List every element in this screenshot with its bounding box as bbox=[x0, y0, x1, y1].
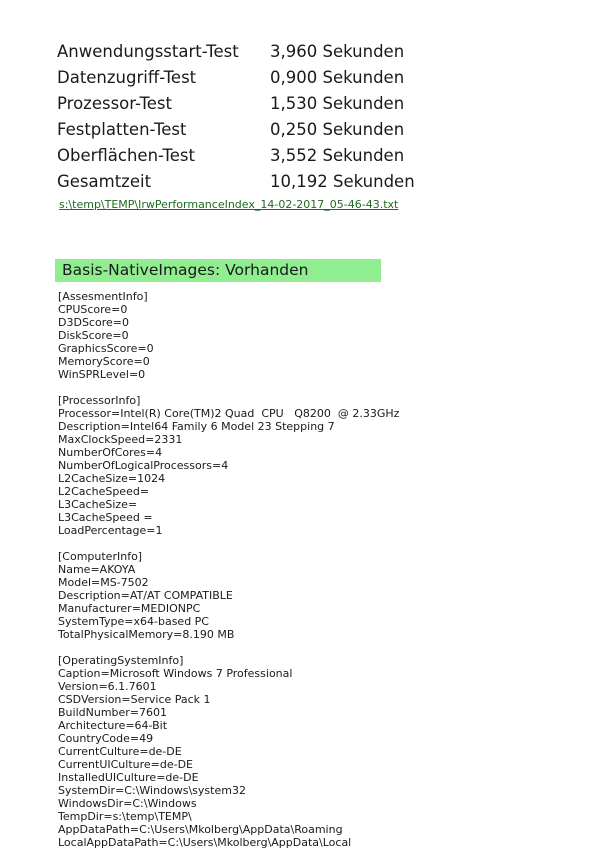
report-line: L3CacheSpeed = bbox=[58, 511, 153, 524]
report-line: CurrentCulture=de-DE bbox=[58, 745, 182, 758]
report-line: DiskScore=0 bbox=[58, 329, 129, 342]
log-file-link[interactable]: s:\temp\TEMP\IrwPerformanceIndex_14-02-2017_05-46-43.txt bbox=[59, 198, 399, 211]
report-section-header: [ComputerInfo] bbox=[58, 550, 143, 563]
report-line: CountryCode=49 bbox=[58, 732, 154, 745]
result-row bbox=[57, 169, 415, 195]
report-line: LoadPercentage=1 bbox=[58, 524, 163, 537]
result-row bbox=[57, 91, 415, 117]
report-line: Description=AT/AT COMPATIBLE bbox=[58, 589, 233, 602]
report-line: AppDataPath=C:\Users\Mkolberg\AppData\Roaming bbox=[58, 823, 343, 836]
report-line: SystemType=x64-based PC bbox=[58, 615, 209, 628]
report-line: WindowsDir=C:\Windows bbox=[58, 797, 197, 810]
result-value: 0,250 Sekunden bbox=[270, 120, 405, 139]
result-value: 1,530 Sekunden bbox=[270, 94, 405, 113]
report-line: WinSPRLevel=0 bbox=[58, 368, 146, 381]
report-section-header: [OperatingSystemInfo] bbox=[58, 654, 184, 667]
report-line bbox=[58, 641, 399, 654]
report-line: InstalledUICulture=de-DE bbox=[58, 771, 199, 784]
report-line: Manufacturer=MEDIONPC bbox=[58, 602, 201, 615]
report-line: Version=6.1.7601 bbox=[58, 680, 157, 693]
result-name: Datenzugriff-Test bbox=[57, 68, 197, 87]
report-line: TotalPhysicalMemory=8.190 MB bbox=[58, 628, 235, 641]
report-line: NumberOfLogicalProcessors=4 bbox=[58, 459, 229, 472]
system-report bbox=[58, 290, 399, 849]
report-line: Caption=Microsoft Windows 7 Professional bbox=[58, 667, 293, 680]
report-line: SystemDir=C:\Windows\system32 bbox=[58, 784, 246, 797]
report-line: BuildNumber=7601 bbox=[58, 706, 168, 719]
report-line: CPUScore=0 bbox=[58, 303, 128, 316]
report-section-header: [AssesmentInfo] bbox=[58, 290, 148, 303]
result-name: Prozessor-Test bbox=[57, 94, 172, 113]
report-line: CSDVersion=Service Pack 1 bbox=[58, 693, 211, 706]
native-images-status-banner: Basis-NativeImages: Vorhanden bbox=[55, 259, 381, 282]
report-line bbox=[58, 381, 399, 394]
report-line: MemoryScore=0 bbox=[58, 355, 150, 368]
report-section-header: [ProcessorInfo] bbox=[58, 394, 141, 407]
result-value: 10,192 Sekunden bbox=[270, 172, 415, 191]
report-line: Model=MS-7502 bbox=[58, 576, 149, 589]
result-value: 0,900 Sekunden bbox=[270, 68, 405, 87]
report-line: MaxClockSpeed=2331 bbox=[58, 433, 183, 446]
report-line: Name=AKOYA bbox=[58, 563, 136, 576]
report-line: CurrentUICulture=de-DE bbox=[58, 758, 194, 771]
result-value: 3,552 Sekunden bbox=[270, 146, 405, 165]
result-name: Anwendungsstart-Test bbox=[57, 42, 239, 61]
report-line: LocalAppDataPath=C:\Users\Mkolberg\AppData\Local bbox=[58, 836, 352, 849]
result-row bbox=[57, 39, 415, 65]
report-line: Description=Intel64 Family 6 Model 23 Stepping 7 bbox=[58, 420, 335, 433]
report-line bbox=[58, 537, 399, 550]
report-line: GraphicsScore=0 bbox=[58, 342, 154, 355]
result-name: Gesamtzeit bbox=[57, 172, 152, 191]
result-row bbox=[57, 117, 415, 143]
report-line: TempDir=s:\temp\TEMP\ bbox=[58, 810, 192, 823]
report-line: Processor=Intel(R) Core(TM)2 Quad CPU Q8200 @ 2.33GHz bbox=[58, 407, 400, 420]
report-line: NumberOfCores=4 bbox=[58, 446, 163, 459]
report-line: Architecture=64-Bit bbox=[58, 719, 168, 732]
report-line: L2CacheSize=1024 bbox=[58, 472, 166, 485]
result-value: 3,960 Sekunden bbox=[270, 42, 405, 61]
report-line: L3CacheSize= bbox=[58, 498, 138, 511]
result-row bbox=[57, 65, 415, 91]
report-line: L2CacheSpeed= bbox=[58, 485, 150, 498]
result-name: Festplatten-Test bbox=[57, 120, 187, 139]
result-row bbox=[57, 143, 415, 169]
results-table bbox=[57, 39, 415, 195]
result-name: Oberflächen-Test bbox=[57, 146, 195, 165]
report-line: D3DScore=0 bbox=[58, 316, 129, 329]
